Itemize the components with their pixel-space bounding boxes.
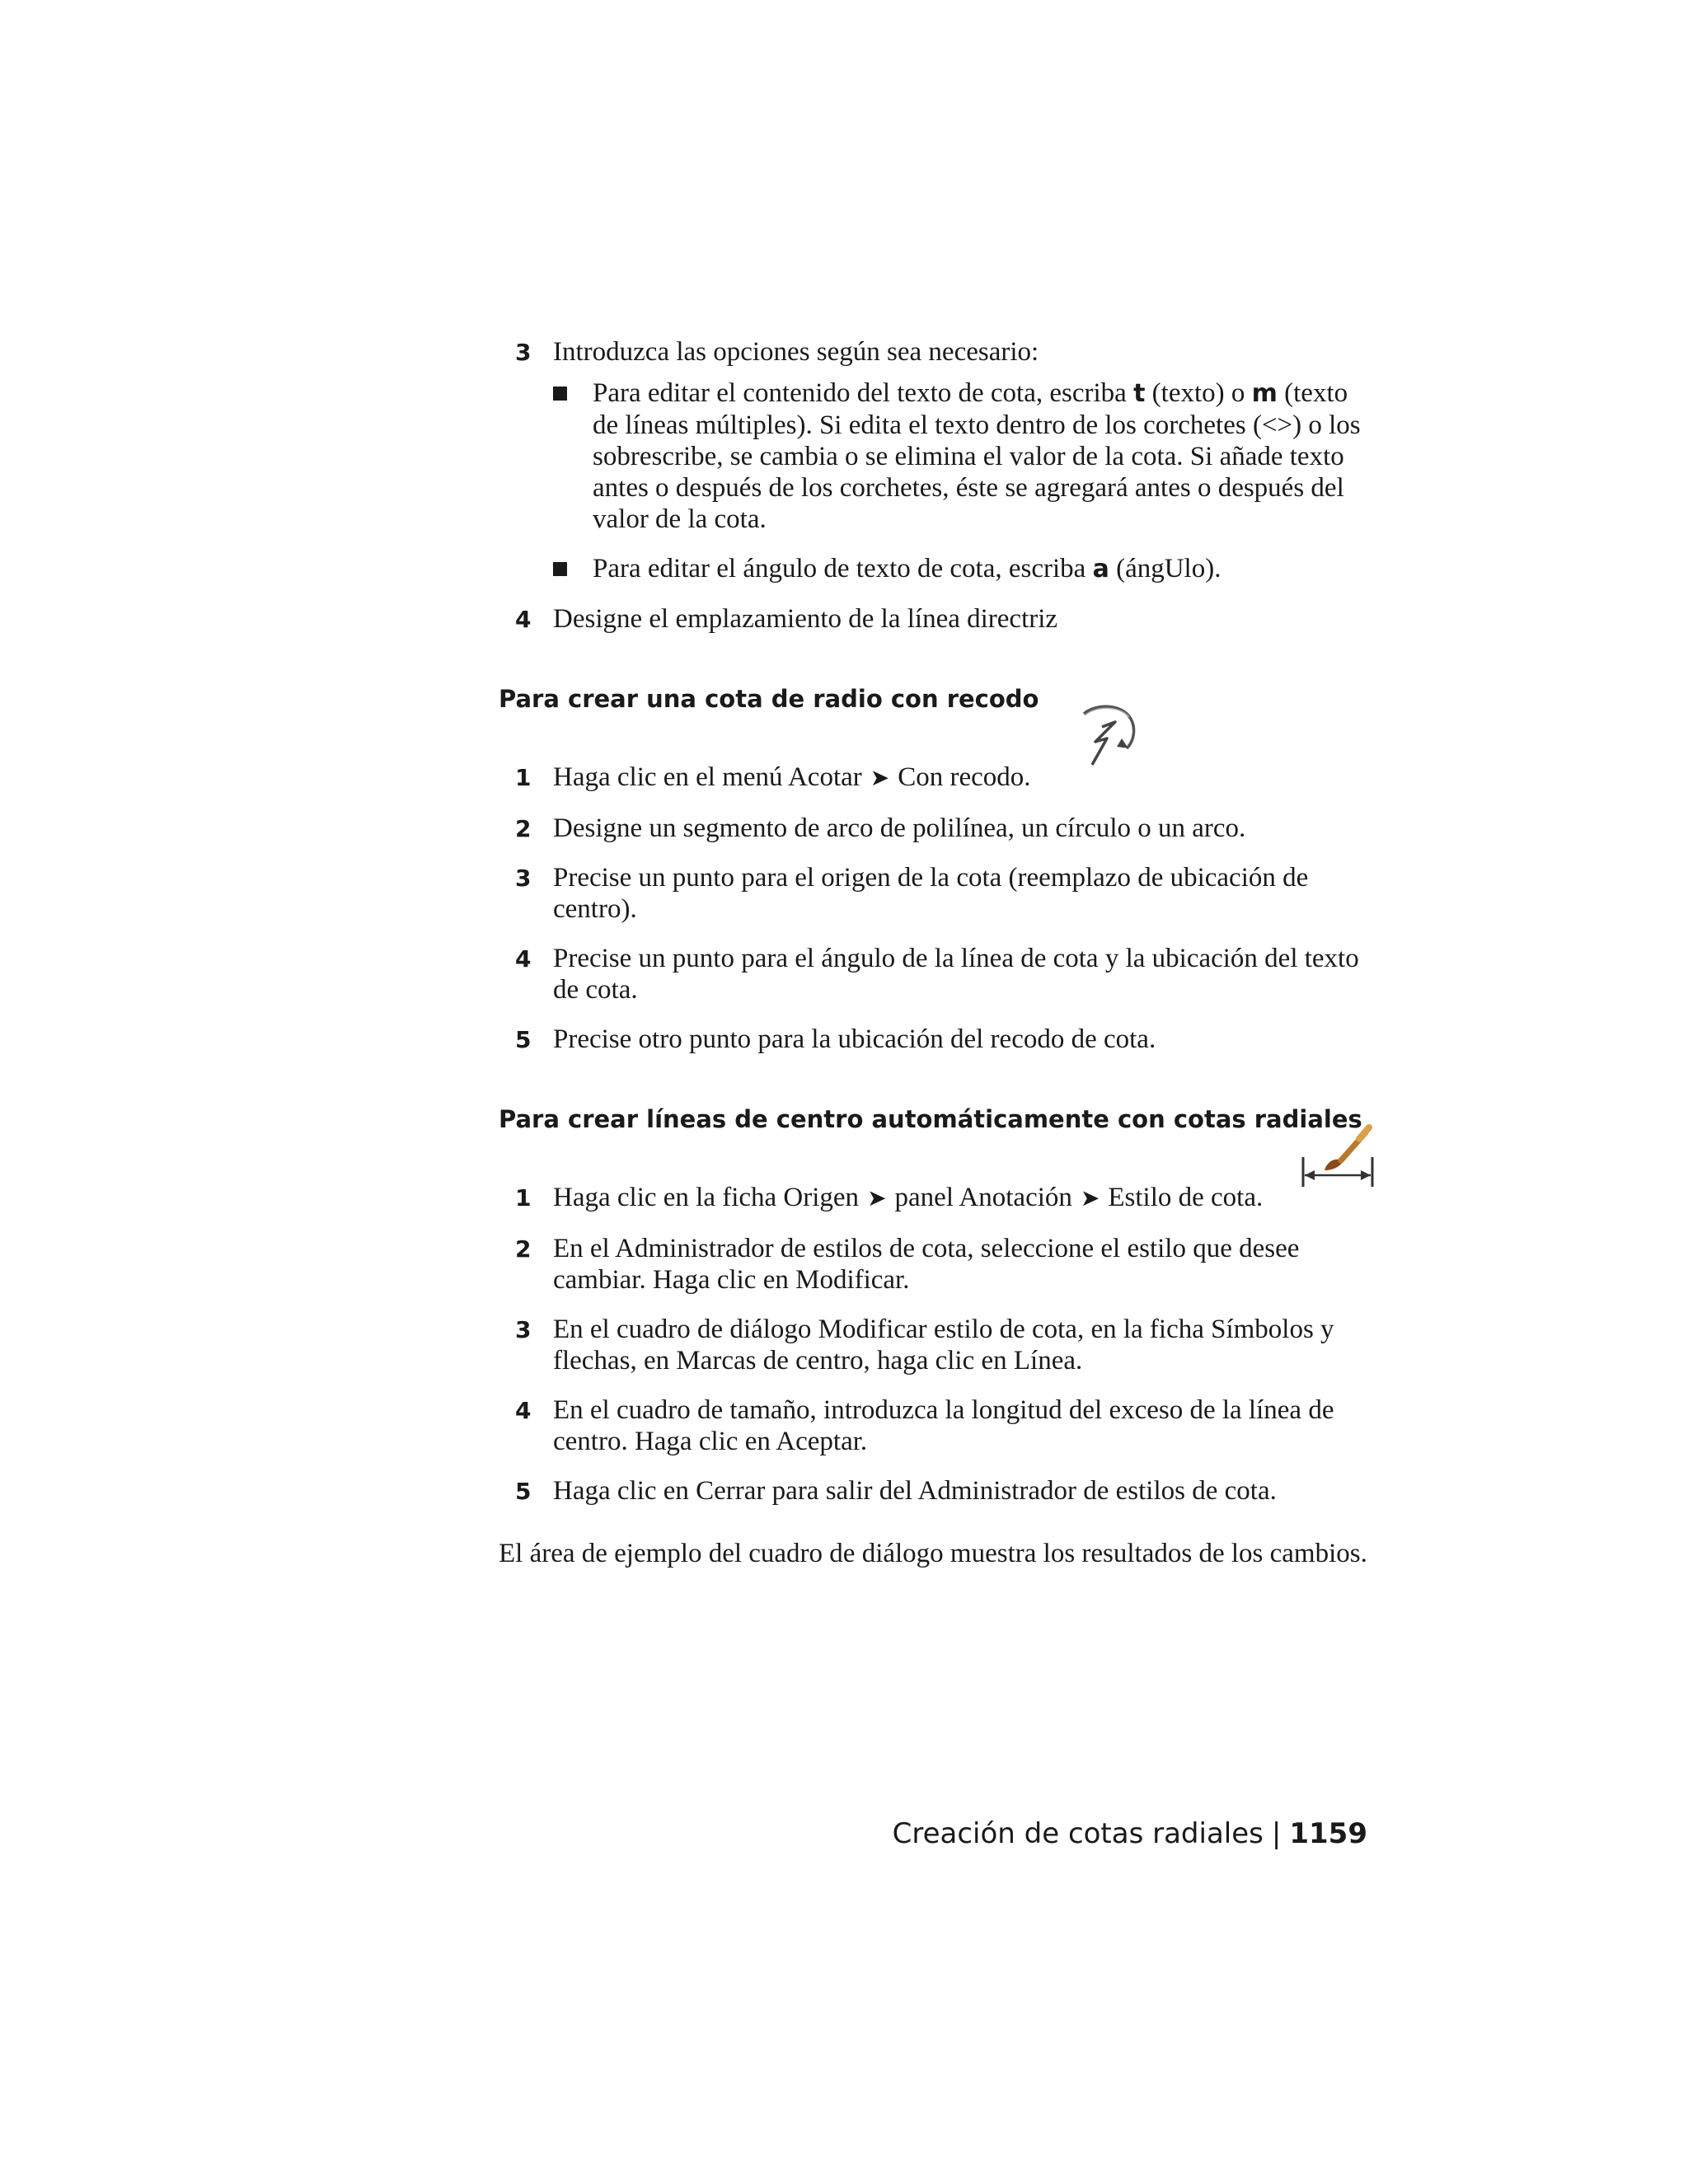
step-text: Precise un punto para el ángulo de la línea de cota y la ubicación del texto de cota. xyxy=(553,944,1359,1005)
bullet-edit-angle xyxy=(553,553,1372,585)
bullet-square-icon xyxy=(553,387,567,401)
icon-spacer xyxy=(499,714,1372,762)
ribbon-panel-anotacion: panel Anotación xyxy=(894,1183,1072,1212)
bullet-text: (texto de líneas múltiples). Si edita el texto dentro de los corchetes (<>) o los sobrescribe, se cambia o se elimina el valor de la cota. Si añade texto antes o después de los corchetes, éste se agregará antes o después del valor de la cota. xyxy=(593,378,1361,534)
step-text: En el Administrador de estilos de cota, seleccione el estilo que desee cambiar. Haga clic en Modificar. xyxy=(553,1234,1300,1295)
closing-paragraph: El área de ejemplo del cuadro de diálogo muestra los resultados de los cambios. xyxy=(499,1539,1367,1568)
step-5-jog xyxy=(499,1024,1372,1055)
bullet-edit-text xyxy=(553,377,1372,535)
jogged-radius-icon xyxy=(1077,702,1140,771)
step-1-ribbon xyxy=(499,1182,1372,1215)
step-text: Designe un segmento de arco de polilínea, un círculo o un arco. xyxy=(553,813,1246,843)
bullet-text: (ángUlo). xyxy=(1109,554,1221,583)
section-heading-jogged-radius: Para crear una cota de radio con recodo xyxy=(499,685,1039,713)
bullet-text: Para editar el ángulo de texto de cota, escriba xyxy=(593,554,1093,583)
step-number: 3 xyxy=(515,339,532,366)
footer-separator: | xyxy=(1271,1817,1282,1850)
icon-spacer xyxy=(499,1134,1372,1182)
step-number: 3 xyxy=(515,1316,532,1343)
menu-path-con-recodo: Con recodo. xyxy=(898,762,1031,792)
step-text xyxy=(553,762,1372,794)
step-number: 2 xyxy=(515,1235,532,1263)
ribbon-command-estilo-cota: Estilo de cota. xyxy=(1108,1183,1264,1212)
step-number: 1 xyxy=(515,1184,532,1212)
step-3-dialog xyxy=(499,1314,1372,1376)
keyword-m: m xyxy=(1251,379,1278,408)
step-number: 1 xyxy=(515,764,532,791)
step-number: 3 xyxy=(515,865,532,892)
step-text: Precise un punto para el origen de la cota (reemplazo de ubicación de centro). xyxy=(553,863,1309,924)
content xyxy=(499,336,1372,1596)
step-number: 4 xyxy=(515,945,532,972)
bullet-list xyxy=(553,377,1372,585)
step-number: 4 xyxy=(515,606,532,633)
arrow-icon: ➤ xyxy=(870,766,890,791)
arrow-icon: ➤ xyxy=(1080,1186,1100,1212)
step-text xyxy=(553,1182,1372,1215)
step-number: 2 xyxy=(515,815,532,842)
step-4-size xyxy=(499,1394,1372,1457)
step-3-origin xyxy=(499,862,1372,925)
step-number: 5 xyxy=(515,1026,532,1053)
section-heading-center-lines: Para crear líneas de centro automáticamente con cotas radiales xyxy=(499,1105,1362,1133)
step-2-select xyxy=(499,813,1372,844)
step-4-angle xyxy=(499,943,1372,1005)
step-text: Haga clic en Cerrar para salir del Administrador de estilos de cota. xyxy=(553,1476,1277,1506)
bullet-text: Para editar el contenido del texto de cota, escriba xyxy=(593,378,1134,408)
step-text: Introduzca las opciones según sea necesario: xyxy=(553,337,1039,367)
step-text: En el cuadro de tamaño, introduzca la longitud del exceso de la línea de centro. Haga clic en Aceptar. xyxy=(553,1395,1334,1456)
dimension-style-icon xyxy=(1300,1124,1376,1190)
step-5-close xyxy=(499,1475,1372,1507)
step-number: 5 xyxy=(515,1478,532,1505)
ribbon-tab-origen: Haga clic en la ficha Origen xyxy=(553,1183,860,1212)
step-4-leader xyxy=(499,603,1372,635)
keyword-a: a xyxy=(1092,555,1109,583)
step-2-manager xyxy=(499,1233,1372,1296)
step-text: Precise otro punto para la ubicación del recodo de cota. xyxy=(553,1024,1156,1054)
step-text: En el cuadro de diálogo Modificar estilo de cota, en la ficha Símbolos y flechas, en Marcas de centro, haga clic en Línea. xyxy=(553,1315,1334,1376)
arrow-icon: ➤ xyxy=(867,1186,887,1212)
step-number: 4 xyxy=(515,1397,532,1424)
keyword-t: t xyxy=(1133,379,1146,408)
page-number: 1159 xyxy=(1289,1817,1367,1850)
bullet-square-icon xyxy=(553,562,567,576)
step-1-menu xyxy=(499,762,1372,794)
running-title: Creación de cotas radiales xyxy=(892,1817,1264,1850)
menu-path-acotar: Haga clic en el menú Acotar xyxy=(553,762,862,792)
step-text: Designe el emplazamiento de la línea directriz xyxy=(553,604,1058,634)
step-3-options xyxy=(499,336,1372,585)
page-footer xyxy=(893,1817,1367,1850)
bullet-text: (texto) o xyxy=(1145,378,1252,408)
